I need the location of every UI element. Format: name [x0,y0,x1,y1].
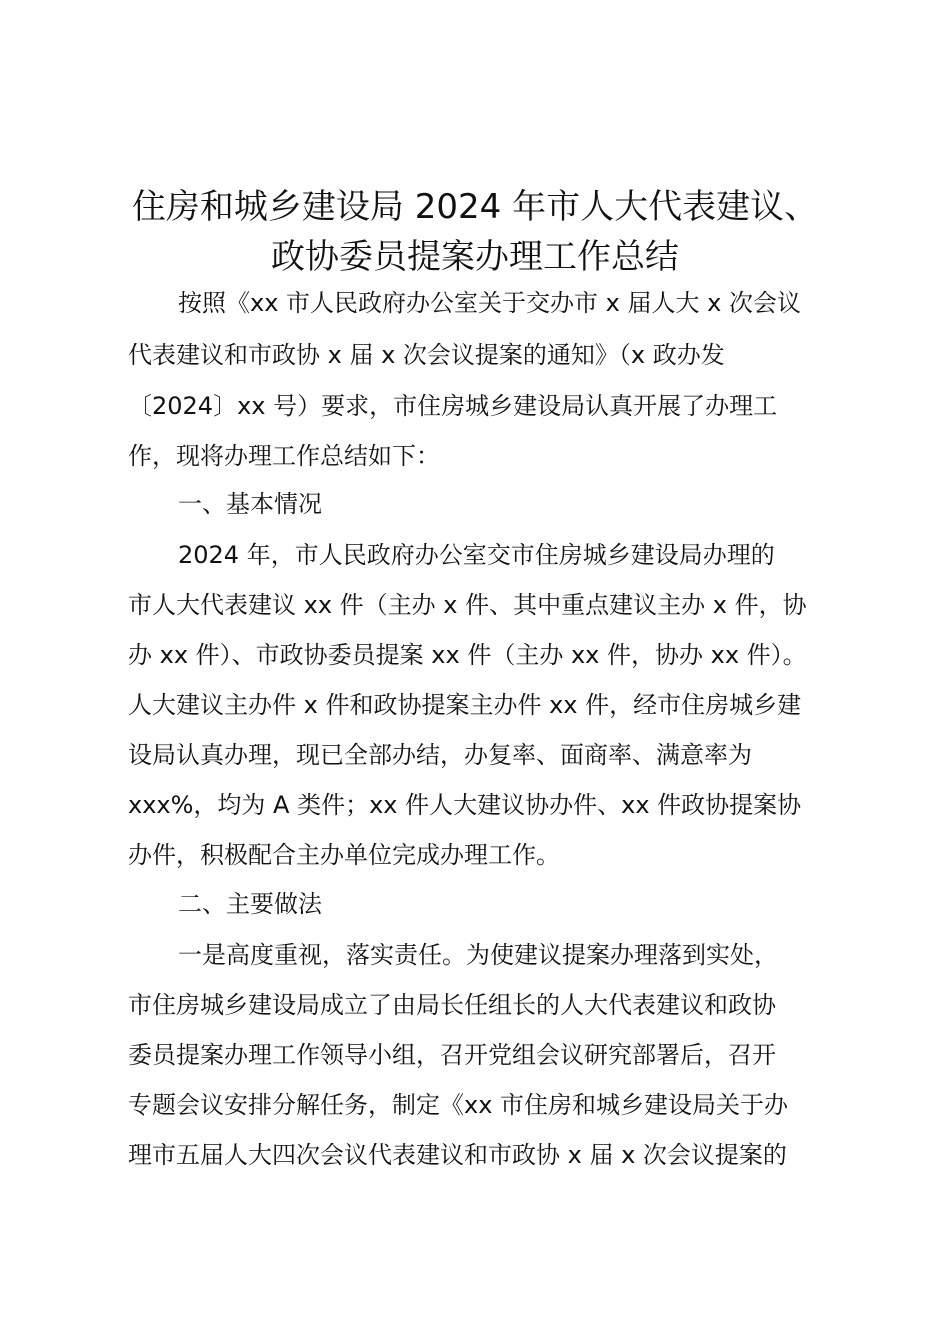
paragraph-line: 市住房城乡建设局成立了由局长任组长的人大代表建议和政协 [128,991,776,1019]
paragraph-line: 专题会议安排分解任务，制定《xx 市住房和城乡建设局关于办 [128,1091,789,1119]
section-heading-basic-situation: 一、基本情况 [178,490,322,518]
paragraph-line: 按照《xx 市人民政府办公室关于交办市 x 届人大 x 次会议 [178,289,801,317]
paragraph-line: xxx%，均为 A 类件；xx 件人大建议协办件、xx 件政协提案协 [128,791,802,819]
paragraph-line: 人大建议主办件 x 件和政协提案主办件 xx 件，经市住房城乡建 [128,691,802,719]
document-title-line-2: 政协委员提案办理工作总结 [271,237,679,277]
paragraph-line: 设局认真办理，现已全部办结，办复率、面商率、满意率为 [128,741,752,769]
paragraph-line: 2024 年，市人民政府办公室交市住房城乡建设局办理的 [178,541,775,569]
paragraph-line: 〔2024〕xx 号）要求，市住房城乡建设局认真开展了办理工 [128,392,778,420]
paragraph-line: 理市五届人大四次会议代表建议和市政协 x 届 x 次会议提案的 [128,1141,787,1169]
paragraph-line: 市人大代表建议 xx 件（主办 x 件、其中重点建议主办 x 件，协 [128,591,807,619]
paragraph-line: 办件，积极配合主办单位完成办理工作。 [128,841,560,869]
section-heading-main-practices: 二、主要做法 [178,890,322,918]
document-title-line-1: 住房和城乡建设局 2024 年市人大代表建议、 [131,187,819,227]
paragraph-line: 委员提案办理工作领导小组，召开党组会议研究部署后，召开 [128,1041,776,1069]
paragraph-line: 代表建议和市政协 x 届 x 次会议提案的通知》（x 政办发 [128,341,725,369]
paragraph-line: 一是高度重视，落实责任。为使建议提案办理落到实处， [178,941,778,969]
paragraph-line: 作，现将办理工作总结如下： [128,442,440,470]
paragraph-line: 办 xx 件）、市政协委员提案 xx 件（主办 xx 件，协办 xx 件）。 [128,641,807,669]
